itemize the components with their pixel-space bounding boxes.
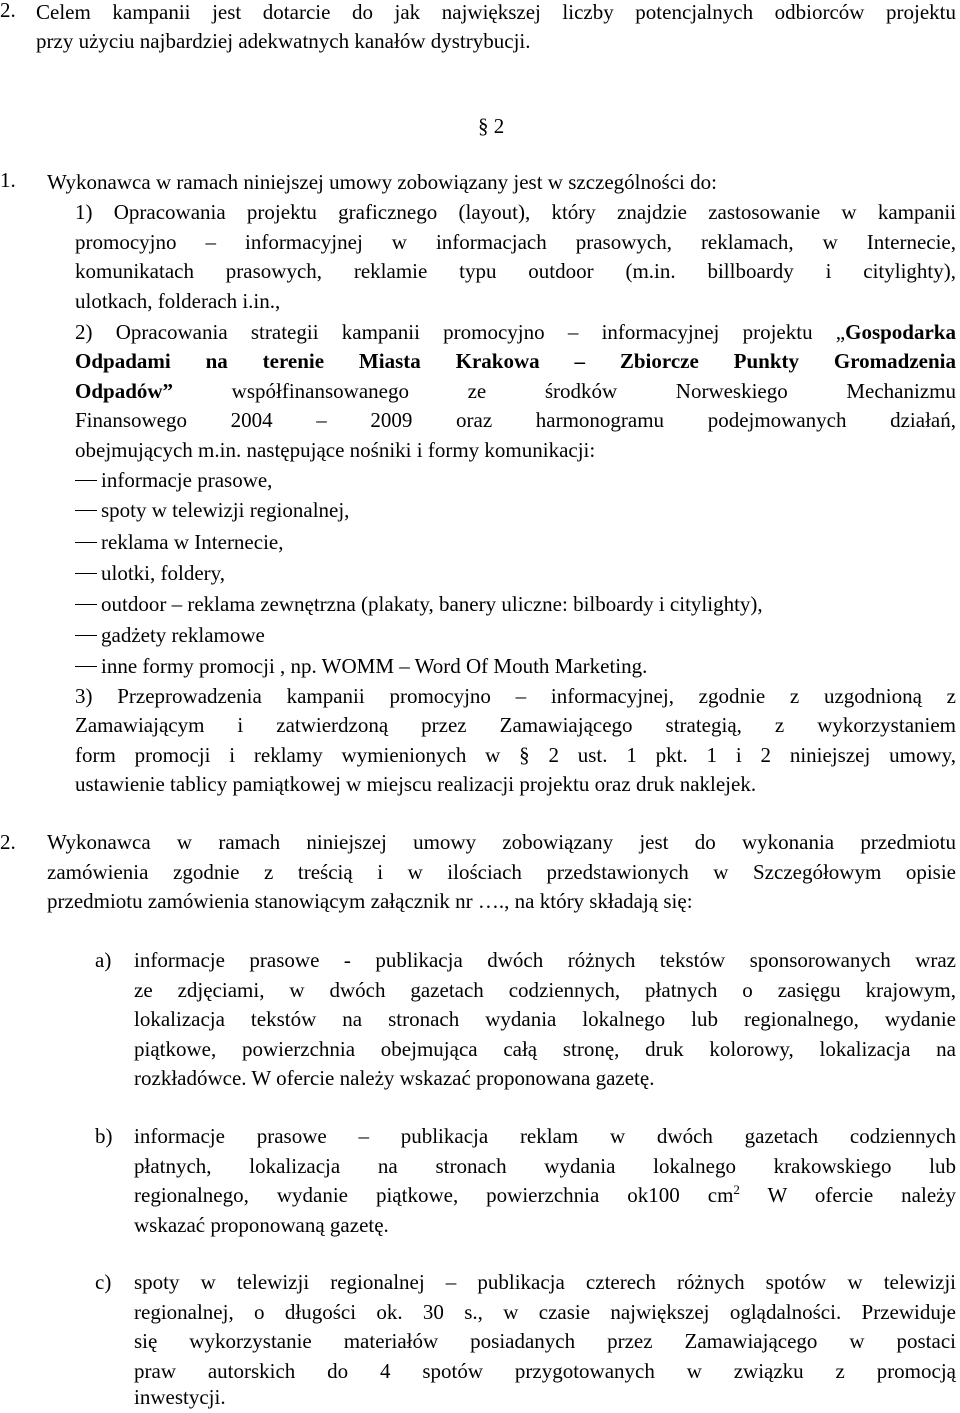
- item-a-line-5: rozkładówce. W ofercie należy wskazać proponowana gazetę.: [134, 1066, 655, 1090]
- list-item: spoty w telewizji regionalnej,: [75, 496, 349, 526]
- item-a-label: a): [95, 948, 112, 972]
- list-item: informacje prasowe,: [75, 466, 272, 496]
- sub1-line-4: ulotkach, folderach i.in.,: [75, 289, 281, 313]
- list-item: gadżety reklamowe: [75, 621, 265, 651]
- item-b-line-1: informacje prasowe – publikacja reklam w dwóch gazetach codziennych: [134, 1124, 956, 1148]
- item1-intro: Wykonawca w ramach niniejszej umowy zobowiązany jest w szczególności do:: [47, 170, 717, 194]
- sub2-line-4: Finansowego 2004 – 2009 oraz harmonogramu podejmowanych działań,: [75, 408, 956, 432]
- item-c-line-3: się wykorzystanie materiałów posiadanych przez Zamawiającego w postaci: [134, 1329, 956, 1353]
- list-item: reklama w Internecie,: [75, 528, 283, 558]
- item-a-line-2: ze zdjęciami, w dwóch gazetach codziennych, płatnych o zasięgu krajowym,: [134, 978, 956, 1002]
- item2-line-3: przedmiotu zamówienia stanowiącym załącznik nr …., na który składają się:: [47, 889, 693, 913]
- top-item-number: 2.: [0, 0, 16, 22]
- item1-number: 1.: [0, 168, 16, 192]
- item2-number: 2.: [0, 830, 16, 854]
- section-heading: § 2: [478, 114, 505, 138]
- item-a-line-4: piątkowe, powierzchnia obejmująca całą stronę, druk kolorowy, lokalizacja na: [134, 1037, 956, 1061]
- item-a-line-1: informacje prasowe - publikacja dwóch różnych tekstów sponsorowanych wraz: [134, 948, 956, 972]
- top-item-line-1: Celem kampanii jest dotarcie do jak największej liczby potencjalnych odbiorców projektu: [36, 0, 956, 24]
- sub2-line-5: obejmujących m.in. następujące nośniki i formy komunikacji:: [75, 438, 596, 462]
- sub3-line-3: form promocji i reklamy wymienionych w § 2 ust. 1 pkt. 1 i 2 niniejszej umowy,: [75, 743, 956, 767]
- item-c-line-1: spoty w telewizji regionalnej – publikacja czterech różnych spotów w telewizji: [134, 1270, 956, 1294]
- sub1-line-2: promocyjno – informacyjnej w informacjach prasowych, reklamach, w Internecie,: [75, 230, 956, 254]
- list-item: ulotki, foldery,: [75, 559, 225, 589]
- sub3-line-1: 3) Przeprowadzenia kampanii promocyjno – informacyjnej, zgodnie z uzgodnioną z: [75, 684, 956, 708]
- item-b-line-4: wskazać proponowaną gazetę.: [134, 1213, 389, 1237]
- item2-line-2: zamówienia zgodnie z treścią i w ilościach przedstawionych w Szczegółowym opisie: [47, 860, 956, 884]
- item-b-label: b): [95, 1124, 113, 1148]
- item-c-line-5: inwestycji.: [134, 1385, 226, 1409]
- sub2-line-1: 2) Opracowania strategii kampanii promocyjno – informacyjnej projektu „Gospodarka: [75, 320, 956, 344]
- sub3-line-4: ustawienie tablicy pamiątkowej w miejscu realizacji projektu oraz druk naklejek.: [75, 772, 757, 796]
- list-item: inne formy promocji , np. WOMM – Word Of Mouth Marketing.: [75, 652, 647, 682]
- sub3-line-2: Zamawiającym i zatwierdzoną przez Zamawiającego strategią, z wykorzystaniem: [75, 713, 956, 737]
- list-item: outdoor – reklama zewnętrzna (plakaty, banery uliczne: bilboardy i citylighty),: [75, 590, 763, 620]
- top-item-line-2: przy użyciu najbardziej adekwatnych kanałów dystrybucji.: [36, 29, 531, 53]
- sub2-line-2: Odpadami na terenie Miasta Krakowa – Zbiorcze Punkty Gromadzenia: [75, 349, 956, 373]
- item-c-line-4: praw autorskich do 4 spotów przygotowanych w związku z promocją: [134, 1359, 956, 1383]
- item-c-line-2: regionalnej, o długości ok. 30 s., w czasie największej oglądalności. Przewiduje: [134, 1300, 956, 1324]
- item-c-label: c): [95, 1270, 112, 1294]
- sub1-line-1: 1) Opracowania projektu graficznego (layout), który znajdzie zastosowanie w kampanii: [75, 200, 956, 224]
- sub1-line-3: komunikatach prasowych, reklamie typu outdoor (m.in. billboardy i citylighty),: [75, 259, 956, 283]
- item-b-line-2: płatnych, lokalizacja na stronach wydania lokalnego krakowskiego lub: [134, 1154, 956, 1178]
- item2-line-1: Wykonawca w ramach niniejszej umowy zobowiązany jest do wykonania przedmiotu: [47, 830, 956, 854]
- sub2-line-3: Odpadów” współfinansowanego ze środków Norweskiego Mechanizmu: [75, 379, 956, 403]
- item-b-line-3: regionalnego, wydanie piątkowe, powierzchnia ok100 $cm^2$ W ofercie należy: [134, 1182, 956, 1207]
- item-a-line-3: lokalizacja tekstów na stronach wydania lokalnego lub regionalnego, wydanie: [134, 1007, 956, 1031]
